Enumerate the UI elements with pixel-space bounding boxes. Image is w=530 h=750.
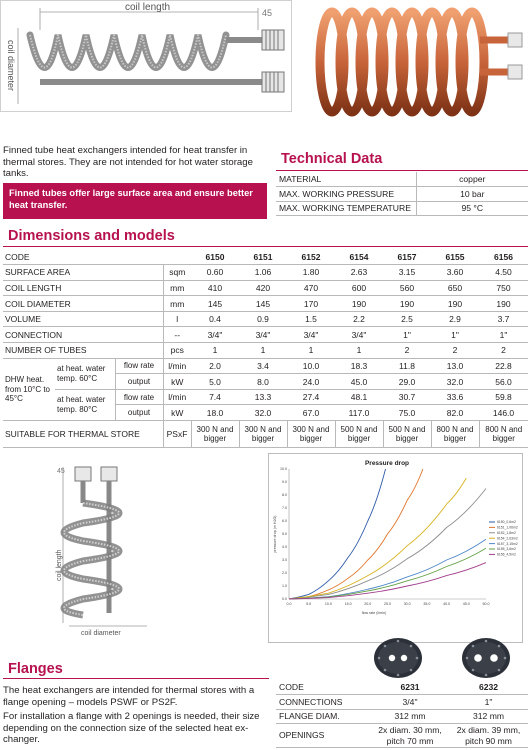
value-cell: 18.0 <box>191 405 239 421</box>
chart-x-tick-label: 15.0 <box>344 602 352 606</box>
value-cell: 13.0 <box>431 358 479 374</box>
value-cell: 117.0 <box>335 405 383 421</box>
value-cell: 27.4 <box>287 389 335 405</box>
value-cell: 190 <box>383 296 431 312</box>
chart-legend-label: 6155_3,6m2 <box>497 547 516 552</box>
value-cell: 4.50 <box>479 265 528 281</box>
value-cell: 500 N and bigger <box>383 421 431 448</box>
value-cell: 300 N and bigger <box>191 421 239 448</box>
chart-x-tick-label: 35.0 <box>423 602 431 606</box>
chart-title: Pressure drop <box>364 460 410 467</box>
flow-rate-label: flow rate <box>115 358 163 374</box>
tech-label: MATERIAL <box>276 172 416 187</box>
chart-y-axis-label: pressure drop (m H2O) <box>273 515 277 553</box>
value-cell: 8.0 <box>239 374 287 390</box>
tech-value: 10 bar <box>416 187 528 202</box>
value-cell: 67.0 <box>287 405 335 421</box>
value-cell: 1" <box>479 327 528 343</box>
code-cell: 6151 <box>239 249 287 265</box>
table-row <box>276 187 528 202</box>
chart-y-tick-label: 1.0 <box>282 584 287 589</box>
pressure-drop-chart <box>268 453 523 643</box>
value-cell: 500 N and bigger <box>335 421 383 448</box>
table-row <box>3 265 528 281</box>
flange-label: CONNECTIONS <box>276 695 371 710</box>
connector-top <box>262 30 284 50</box>
value-cell: 32.0 <box>239 405 287 421</box>
unit-cell: mm <box>163 280 191 296</box>
value-cell: 3/4" <box>191 327 239 343</box>
table-row <box>276 201 528 216</box>
value-cell: 600 <box>335 280 383 296</box>
chart-legend-label: 6154_2,63m2 <box>497 536 518 541</box>
chart-canvas <box>269 454 524 644</box>
code-cell: 6155 <box>431 249 479 265</box>
coil-length-label: coil length <box>125 2 171 13</box>
chart-series <box>289 469 486 599</box>
tech-label: MAX. WORKING PRESSURE <box>276 187 416 202</box>
unit-cell: pcs <box>163 343 191 359</box>
chart-legend-label: 6151_1,06m2 <box>497 525 518 530</box>
chart-y-tick-label: 9.0 <box>282 480 287 485</box>
flanges-title: Flanges <box>8 661 63 677</box>
value-cell: 45.0 <box>335 374 383 390</box>
value-cell: 1 <box>239 343 287 359</box>
value-cell: 3/4" <box>371 695 449 710</box>
table-row <box>3 389 528 405</box>
chart-x-tick-label: 40.0 <box>443 602 451 606</box>
flange-6231-image <box>372 636 424 680</box>
coil-diameter-label: coil diameter <box>81 630 121 637</box>
dim-45-label: 45 <box>262 8 273 18</box>
value-cell: 30.7 <box>383 389 431 405</box>
value-cell: 2x diam. 30 mm, pitch 70 mm <box>371 724 449 748</box>
coil-technical-drawing <box>0 0 292 112</box>
value-cell: 0.9 <box>239 311 287 327</box>
value-cell: 190 <box>431 296 479 312</box>
value-cell: 3.60 <box>431 265 479 281</box>
value-cell: 1.5 <box>287 311 335 327</box>
chart-series-line <box>289 469 423 599</box>
table-row <box>3 296 528 312</box>
chart-y-tick-label: 2.0 <box>282 571 287 576</box>
row-label: SURFACE AREA <box>3 265 163 281</box>
unit-cell: -- <box>163 327 191 343</box>
table-row <box>276 172 528 187</box>
value-cell: 410 <box>191 280 239 296</box>
value-cell: 7.4 <box>191 389 239 405</box>
value-cell: 11.8 <box>383 358 431 374</box>
flange-label: FLANGE DIAM. <box>276 709 371 724</box>
chart-legend-label: 6150_0,6m2 <box>497 520 516 525</box>
value-cell: 24.0 <box>287 374 335 390</box>
flange-6232-image <box>460 636 512 680</box>
value-cell: 800 N and bigger <box>431 421 479 448</box>
chart-x-tick-label: 45.0 <box>462 602 470 606</box>
code-label: CODE <box>276 680 371 695</box>
dhw-label: DHW heat. from 10°C to 45°C <box>3 358 55 420</box>
value-cell: 0.4 <box>191 311 239 327</box>
chart-legend-label: 6157_3,15m2 <box>497 541 518 546</box>
table-row <box>276 724 528 748</box>
chart-y-tick-label: 8.0 <box>282 493 287 498</box>
flange-label: OPENINGS <box>276 724 371 748</box>
unit-cell: sqm <box>163 265 191 281</box>
coil-length-label: coil length <box>56 549 63 581</box>
row-label: NUMBER OF TUBES <box>3 343 163 359</box>
code-cell: 6231 <box>371 680 449 695</box>
value-cell: 1.80 <box>287 265 335 281</box>
table-row <box>3 421 528 448</box>
table-row <box>276 695 528 710</box>
code-cell: 6157 <box>383 249 431 265</box>
chart-x-tick-label: 5.0 <box>306 602 312 606</box>
highlight-box: Finned tubes offer large surface area and ensure better heat transfer. <box>3 183 267 219</box>
value-cell: 2 <box>383 343 431 359</box>
value-cell: 145 <box>239 296 287 312</box>
value-cell: 3.4 <box>239 358 287 374</box>
flanges-rule <box>3 678 269 679</box>
chart-y-tick-label: 10.0 <box>280 467 287 472</box>
value-cell: 3.7 <box>479 311 528 327</box>
row-label: CONNECTION <box>3 327 163 343</box>
value-cell: 3/4" <box>287 327 335 343</box>
value-cell: 470 <box>287 280 335 296</box>
row-label: COIL DIAMETER <box>3 296 163 312</box>
flanges-paragraph-1: The heat exchangers are intended for thermal stores with a flange opening – models PSWF or PS2F. <box>3 685 255 708</box>
output-label: output <box>115 405 163 421</box>
value-cell: 48.1 <box>335 389 383 405</box>
unit-cell: PSxF <box>163 421 191 448</box>
dimensions-table <box>3 249 528 448</box>
value-cell: 2 <box>479 343 528 359</box>
chart-x-tick-label: 50.0 <box>482 602 490 606</box>
value-cell: 2.63 <box>335 265 383 281</box>
value-cell: 33.6 <box>431 389 479 405</box>
value-cell: 1 <box>191 343 239 359</box>
dimensions-rows <box>3 265 528 359</box>
value-cell: 2.2 <box>335 311 383 327</box>
value-cell: 56.0 <box>479 374 528 390</box>
value-cell: 1" <box>383 327 431 343</box>
value-cell: 560 <box>383 280 431 296</box>
row-label: COIL LENGTH <box>3 280 163 296</box>
value-cell: 32.0 <box>431 374 479 390</box>
chart-legend-label: 6152_1,8m2 <box>497 531 516 535</box>
chart-x-tick-label: 20.0 <box>364 602 372 606</box>
chart-legend <box>489 520 518 556</box>
table-row <box>3 311 528 327</box>
chart-legend-label: 6156_4,5m2 <box>497 552 516 557</box>
value-cell: 0.60 <box>191 265 239 281</box>
vertical-coil-drawing <box>55 463 165 638</box>
chart-y-tick-label: 5.0 <box>282 532 287 537</box>
code-cell: 6154 <box>335 249 383 265</box>
chart-y-tick-label: 7.0 <box>282 506 287 511</box>
value-cell: 3/4" <box>239 327 287 343</box>
chart-y-tick-label: 4.0 <box>282 545 287 550</box>
table-header-row <box>3 249 528 265</box>
chart-y-tick-label: 3.0 <box>282 558 287 563</box>
technical-data-rule <box>276 170 528 171</box>
technical-data-table <box>276 172 528 216</box>
value-cell: 312 mm <box>371 709 449 724</box>
chart-y-tick-label: 6.0 <box>282 519 287 524</box>
value-cell: 300 N and bigger <box>287 421 335 448</box>
value-cell: 59.8 <box>479 389 528 405</box>
table-row <box>3 327 528 343</box>
code-cell: 6156 <box>479 249 528 265</box>
code-label: CODE <box>3 249 191 265</box>
unit-cell: kW <box>163 405 191 421</box>
technical-data-title: Technical Data <box>281 151 383 167</box>
table-row <box>276 709 528 724</box>
chart-x-tick-label: 25.0 <box>384 602 391 606</box>
output-label: output <box>115 374 163 390</box>
value-cell: 1.06 <box>239 265 287 281</box>
chart-x-tick-label: 0.0 <box>286 602 292 606</box>
group80-label: at heat. water temp. 80°C <box>55 389 115 420</box>
value-cell: 2.5 <box>383 311 431 327</box>
chart-x-tick-label: 30.0 <box>403 602 411 606</box>
value-cell: 1" <box>431 327 479 343</box>
connector-bottom <box>262 72 284 92</box>
flanges-paragraph-2: For installation a flange with 2 openings is needed, their size depending on the connection size of the selected heat ex-changer. <box>3 711 260 746</box>
value-cell: 13.3 <box>239 389 287 405</box>
dimensions-title: Dimensions and models <box>8 228 175 244</box>
value-cell: 2.0 <box>191 358 239 374</box>
value-cell: 146.0 <box>479 405 528 421</box>
value-cell: 1" <box>449 695 528 710</box>
code-cell: 6152 <box>287 249 335 265</box>
row-label: VOLUME <box>3 311 163 327</box>
code-cell: 6150 <box>191 249 239 265</box>
coil-diameter-label: coil diameter <box>6 40 16 92</box>
value-cell: 10.0 <box>287 358 335 374</box>
table-row <box>3 280 528 296</box>
unit-cell: l/min <box>163 358 191 374</box>
value-cell: 800 N and bigger <box>479 421 528 448</box>
value-cell: 190 <box>479 296 528 312</box>
flow-rate-label: flow rate <box>115 389 163 405</box>
value-cell: 170 <box>287 296 335 312</box>
chart-y-tick-label: 0.0 <box>282 597 287 602</box>
tech-label: MAX. WORKING TEMPERATURE <box>276 201 416 216</box>
value-cell: 1 <box>335 343 383 359</box>
unit-cell: kW <box>163 374 191 390</box>
value-cell: 145 <box>191 296 239 312</box>
value-cell: 750 <box>479 280 528 296</box>
tech-value: copper <box>416 172 528 187</box>
table-row <box>3 358 528 374</box>
chart-x-tick-label: 10.0 <box>324 602 332 606</box>
value-cell: 3/4" <box>335 327 383 343</box>
dim-45-label: 45 <box>57 468 65 475</box>
value-cell: 190 <box>335 296 383 312</box>
unit-cell: mm <box>163 296 191 312</box>
value-cell: 22.8 <box>479 358 528 374</box>
copper-coil-photo <box>300 0 530 125</box>
chart-x-axis-label: flow rate (l/min) <box>361 611 387 615</box>
unit-cell: l <box>163 311 191 327</box>
value-cell: 18.3 <box>335 358 383 374</box>
value-cell: 650 <box>431 280 479 296</box>
value-cell: 1 <box>287 343 335 359</box>
value-cell: 3.15 <box>383 265 431 281</box>
intro-paragraph: Finned tube heat exchangers intended for heat transfer in thermal stores. They are not intended for hot water storage tanks. <box>3 145 253 180</box>
value-cell: 2 <box>431 343 479 359</box>
code-cell: 6232 <box>449 680 528 695</box>
value-cell: 2.9 <box>431 311 479 327</box>
group60-label: at heat. water temp. 60°C <box>55 358 115 389</box>
suitable-label: SUITABLE FOR THERMAL STORE <box>3 421 163 448</box>
value-cell: 312 mm <box>449 709 528 724</box>
table-header-row <box>276 680 528 695</box>
value-cell: 5.0 <box>191 374 239 390</box>
table-row <box>3 343 528 359</box>
unit-cell: l/min <box>163 389 191 405</box>
value-cell: 300 N and bigger <box>239 421 287 448</box>
dimensions-rule <box>3 246 528 247</box>
value-cell: 420 <box>239 280 287 296</box>
value-cell: 75.0 <box>383 405 431 421</box>
flanges-table <box>276 680 528 748</box>
value-cell: 29.0 <box>383 374 431 390</box>
value-cell: 82.0 <box>431 405 479 421</box>
tech-value: 95 °C <box>416 201 528 216</box>
value-cell: 2x diam. 39 mm, pitch 90 mm <box>449 724 528 748</box>
chart-series-line <box>289 489 486 600</box>
